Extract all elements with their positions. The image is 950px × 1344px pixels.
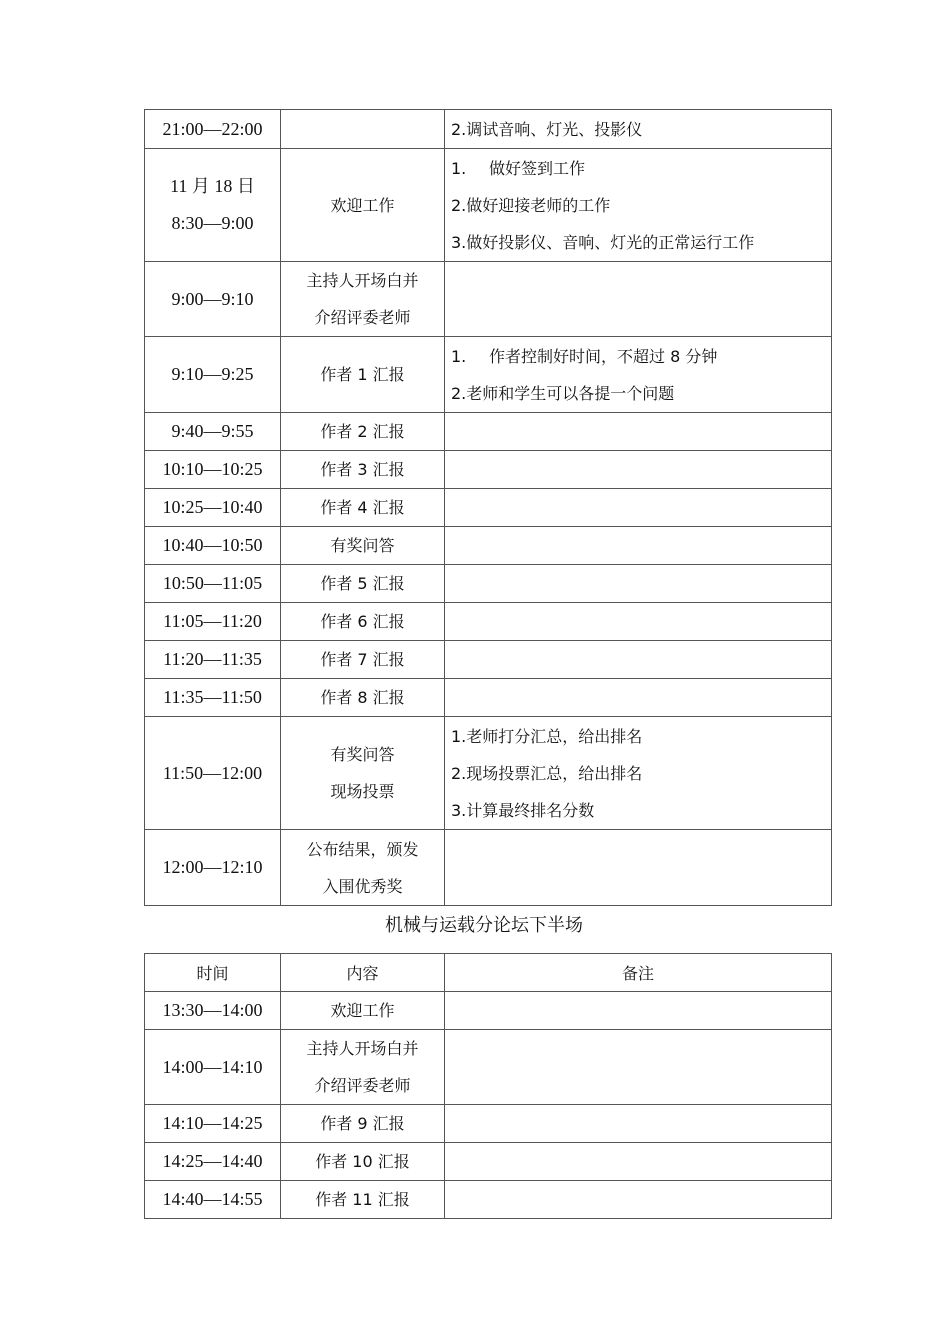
table-row bbox=[145, 451, 832, 489]
content-text: 作者 8 汇报 bbox=[320, 688, 405, 707]
notes-cell bbox=[445, 641, 832, 679]
notes-cell bbox=[445, 830, 832, 906]
table-row bbox=[145, 149, 832, 262]
notes-cell bbox=[445, 717, 832, 830]
content-text: 现场投票 bbox=[330, 782, 395, 801]
time-cell bbox=[145, 641, 281, 679]
schedule-table-first-half bbox=[144, 109, 832, 906]
content-text: 作者 2 汇报 bbox=[320, 422, 405, 441]
notes-cell bbox=[445, 413, 832, 451]
time-text: 11:20—11:35 bbox=[163, 649, 262, 669]
header-time: 时间 bbox=[145, 954, 281, 992]
time-cell bbox=[145, 262, 281, 337]
table-row bbox=[145, 565, 832, 603]
note-number: 1. bbox=[451, 158, 467, 178]
content-text: 欢迎工作 bbox=[330, 1001, 395, 1020]
content-cell bbox=[281, 603, 445, 641]
table-row bbox=[145, 830, 832, 906]
notes-cell bbox=[445, 149, 832, 262]
time-text: 8:30—9:00 bbox=[171, 213, 254, 233]
note-text: 2.老师和学生可以各提一个问题 bbox=[451, 383, 675, 403]
table-header-row bbox=[145, 954, 832, 992]
content-cell bbox=[281, 992, 445, 1030]
content-cell bbox=[281, 451, 445, 489]
content-text: 作者 10 汇报 bbox=[315, 1152, 410, 1171]
content-text: 欢迎工作 bbox=[330, 195, 395, 215]
table-row bbox=[145, 1105, 832, 1143]
content-cell bbox=[281, 717, 445, 830]
content-text: 作者 7 汇报 bbox=[320, 650, 405, 669]
time-text: 21:00—22:00 bbox=[162, 118, 263, 139]
time-text: 14:40—14:55 bbox=[162, 1189, 263, 1209]
table-row bbox=[145, 1030, 832, 1105]
schedule-table-body bbox=[145, 110, 832, 906]
time-cell bbox=[145, 830, 281, 906]
notes-cell bbox=[445, 489, 832, 527]
time-text: 11:50—12:00 bbox=[162, 762, 263, 783]
content-cell bbox=[281, 1181, 445, 1219]
note-line bbox=[451, 338, 831, 375]
content-cell bbox=[281, 565, 445, 603]
content-text: 有奖问答 bbox=[330, 745, 395, 764]
content-cell bbox=[281, 1030, 445, 1105]
time-text: 9:00—9:10 bbox=[171, 288, 254, 309]
table-row bbox=[145, 992, 832, 1030]
table-row bbox=[145, 1181, 832, 1219]
time-text: 11 月 18 日 bbox=[170, 176, 255, 196]
content-cell bbox=[281, 337, 445, 413]
note-line bbox=[451, 375, 831, 412]
notes-cell bbox=[445, 262, 832, 337]
time-text: 12:00—12:10 bbox=[162, 857, 263, 877]
content-text: 作者 9 汇报 bbox=[320, 1114, 405, 1133]
table-row bbox=[145, 1143, 832, 1181]
note-text: 1.老师打分汇总，给出排名 bbox=[451, 726, 643, 746]
content-text: 作者 11 汇报 bbox=[315, 1190, 410, 1209]
note-line bbox=[451, 755, 831, 792]
time-text: 10:25—10:40 bbox=[162, 497, 263, 517]
table-row bbox=[145, 641, 832, 679]
content-cell bbox=[281, 679, 445, 717]
notes-cell bbox=[445, 1030, 832, 1105]
content-text: 入围优秀奖 bbox=[322, 876, 403, 896]
time-cell bbox=[145, 679, 281, 717]
time-cell bbox=[145, 527, 281, 565]
content-text: 公布结果，颁发 bbox=[306, 839, 419, 859]
time-cell bbox=[145, 603, 281, 641]
note-line bbox=[451, 718, 831, 755]
table-row bbox=[145, 110, 832, 149]
note-text: 2.做好迎接老师的工作 bbox=[451, 195, 611, 215]
time-cell bbox=[145, 149, 281, 262]
time-text: 11:05—11:20 bbox=[163, 611, 262, 631]
time-cell bbox=[145, 1030, 281, 1105]
notes-cell bbox=[445, 110, 832, 149]
time-text: 14:00—14:10 bbox=[162, 1056, 263, 1077]
content-text: 主持人开场白并 bbox=[306, 271, 419, 290]
time-text: 13:30—14:00 bbox=[162, 1000, 263, 1020]
time-text: 10:10—10:25 bbox=[162, 459, 263, 479]
time-cell bbox=[145, 337, 281, 413]
notes-cell bbox=[445, 992, 832, 1030]
content-text: 作者 3 汇报 bbox=[320, 460, 405, 479]
note-number: 1. bbox=[451, 346, 467, 366]
content-text: 主持人开场白并 bbox=[306, 1039, 419, 1058]
content-text: 作者 1 汇报 bbox=[320, 365, 405, 384]
content-text: 有奖问答 bbox=[330, 536, 395, 555]
time-text: 9:40—9:55 bbox=[171, 421, 254, 441]
notes-cell bbox=[445, 337, 832, 413]
table-row bbox=[145, 527, 832, 565]
note-line bbox=[451, 187, 831, 224]
content-cell bbox=[281, 413, 445, 451]
table-row bbox=[145, 717, 832, 830]
table-row bbox=[145, 337, 832, 413]
note-line bbox=[451, 792, 831, 829]
content-cell bbox=[281, 1143, 445, 1181]
content-cell bbox=[281, 830, 445, 906]
content-cell bbox=[281, 641, 445, 679]
note-line bbox=[451, 111, 831, 148]
header-content: 内容 bbox=[281, 954, 445, 992]
content-text: 介绍评委老师 bbox=[314, 1076, 411, 1095]
note-text: 2.现场投票汇总，给出排名 bbox=[451, 763, 643, 783]
note-line bbox=[451, 224, 831, 261]
notes-cell bbox=[445, 1143, 832, 1181]
notes-cell bbox=[445, 565, 832, 603]
note-line bbox=[451, 150, 831, 187]
time-cell bbox=[145, 992, 281, 1030]
notes-cell bbox=[445, 603, 832, 641]
table-row bbox=[145, 489, 832, 527]
content-cell bbox=[281, 149, 445, 262]
table-row bbox=[145, 679, 832, 717]
time-cell bbox=[145, 413, 281, 451]
notes-cell bbox=[445, 527, 832, 565]
note-text: 作者控制好时间，不超过 8 分钟 bbox=[489, 346, 718, 366]
time-text: 10:40—10:50 bbox=[162, 535, 263, 555]
time-text: 11:35—11:50 bbox=[163, 687, 262, 707]
content-cell bbox=[281, 489, 445, 527]
time-cell bbox=[145, 451, 281, 489]
note-text: 3.计算最终排名分数 bbox=[451, 800, 595, 820]
content-text: 介绍评委老师 bbox=[314, 308, 411, 327]
notes-cell bbox=[445, 1181, 832, 1219]
header-notes: 备注 bbox=[445, 954, 832, 992]
time-text: 14:25—14:40 bbox=[162, 1151, 263, 1171]
time-cell bbox=[145, 1181, 281, 1219]
content-text: 作者 5 汇报 bbox=[320, 574, 405, 593]
notes-cell bbox=[445, 679, 832, 717]
content-cell bbox=[281, 110, 445, 149]
section-title: 机械与运载分论坛下半场 bbox=[385, 915, 583, 936]
time-cell bbox=[145, 717, 281, 830]
schedule-table-second-half bbox=[144, 953, 832, 1219]
content-cell bbox=[281, 527, 445, 565]
content-text: 作者 6 汇报 bbox=[320, 612, 405, 631]
notes-cell bbox=[445, 451, 832, 489]
time-cell bbox=[145, 1105, 281, 1143]
time-cell bbox=[145, 489, 281, 527]
content-cell bbox=[281, 1105, 445, 1143]
content-text: 作者 4 汇报 bbox=[320, 498, 405, 517]
time-cell bbox=[145, 1143, 281, 1181]
time-text: 14:10—14:25 bbox=[162, 1113, 263, 1133]
note-text: 3.做好投影仪、音响、灯光的正常运行工作 bbox=[451, 232, 755, 252]
table-row bbox=[145, 413, 832, 451]
note-text: 2.调试音响、灯光、投影仪 bbox=[451, 119, 643, 139]
schedule-table-body bbox=[145, 954, 832, 1219]
table-row bbox=[145, 603, 832, 641]
time-text: 9:10—9:25 bbox=[171, 364, 254, 384]
note-text: 做好签到工作 bbox=[489, 158, 586, 178]
notes-cell bbox=[445, 1105, 832, 1143]
time-cell bbox=[145, 110, 281, 149]
time-cell bbox=[145, 565, 281, 603]
content-cell bbox=[281, 262, 445, 337]
table-row bbox=[145, 262, 832, 337]
time-text: 10:50—11:05 bbox=[162, 573, 263, 593]
